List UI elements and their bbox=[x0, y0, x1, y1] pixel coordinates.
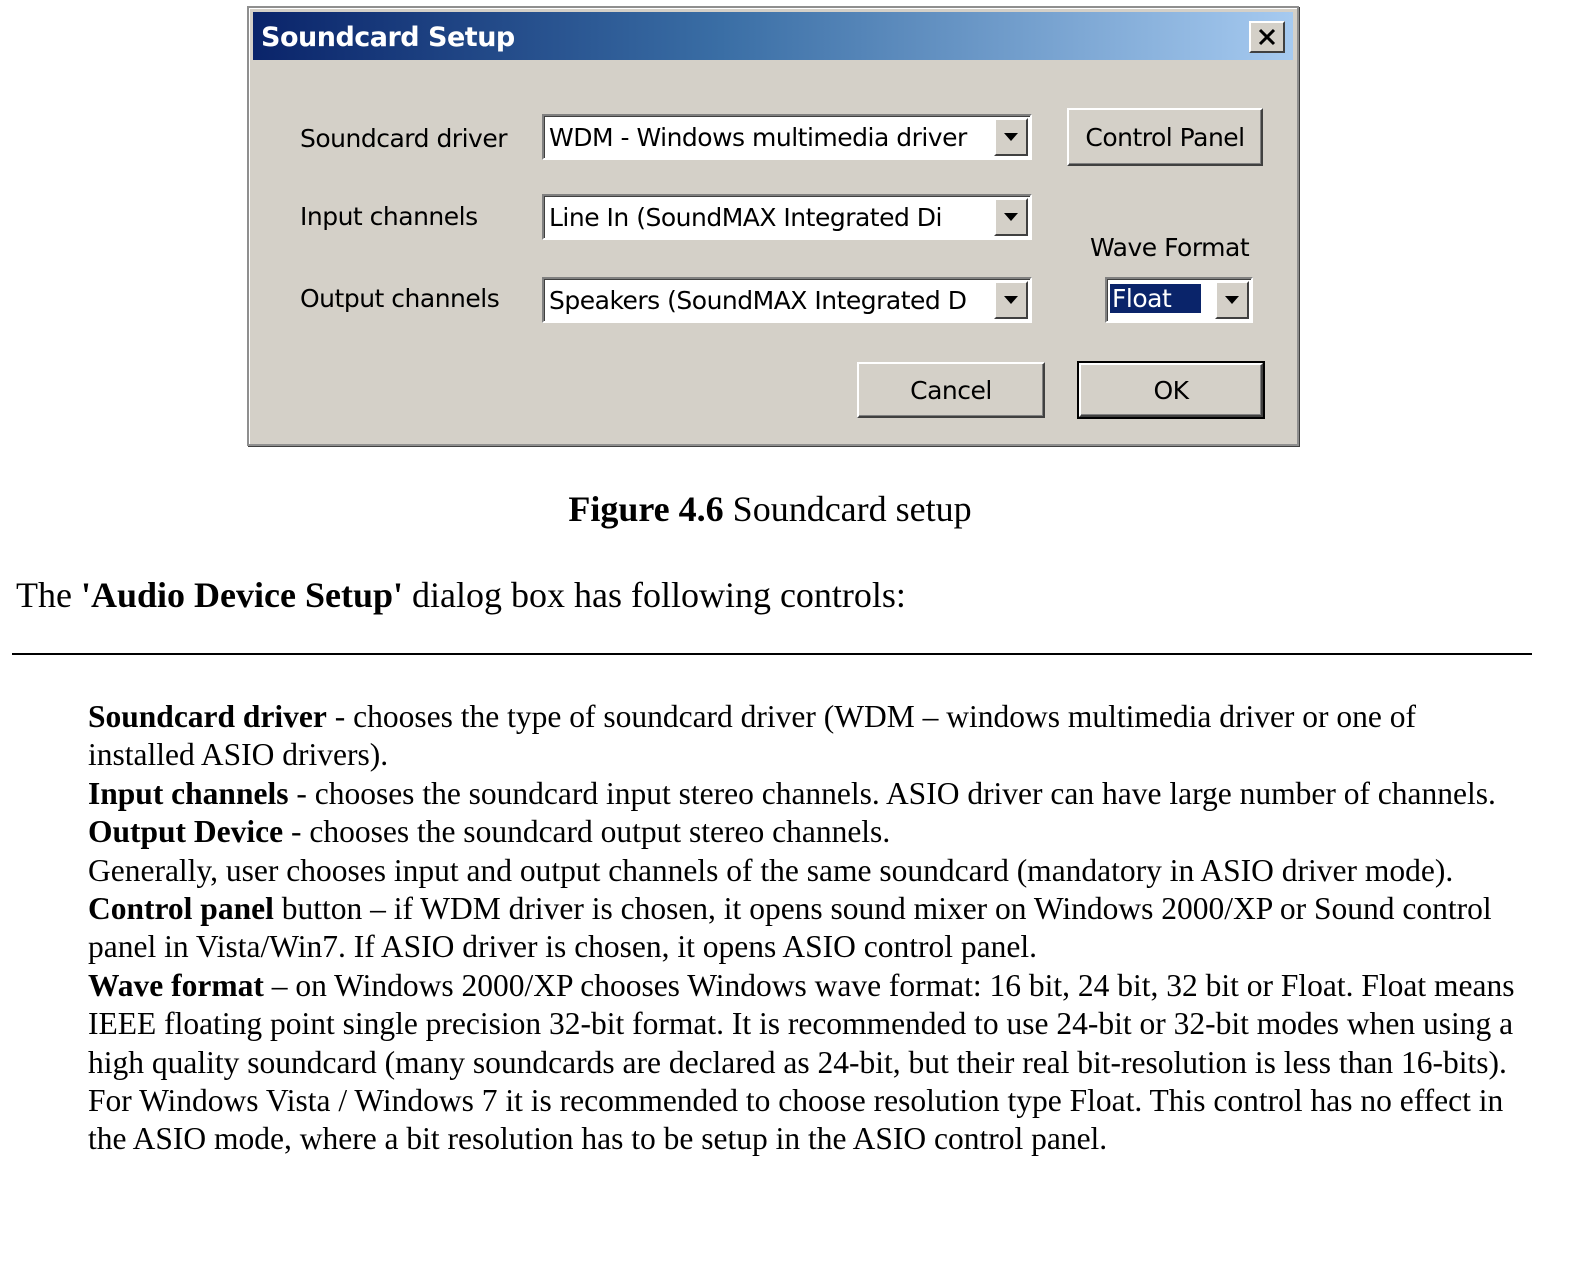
figure-number: Figure 4.6 bbox=[568, 489, 724, 529]
soundcard-driver-select[interactable] bbox=[542, 114, 1032, 160]
intro-dialog-name: 'Audio Device Setup' bbox=[80, 575, 403, 615]
chevron-down-icon bbox=[1225, 296, 1239, 304]
input-channels-select[interactable] bbox=[542, 194, 1032, 240]
control-panel-button[interactable]: Control Panel bbox=[1067, 108, 1263, 166]
chevron-down-icon bbox=[1004, 296, 1018, 304]
input-channels-dropdown-button[interactable] bbox=[994, 198, 1028, 236]
close-button[interactable] bbox=[1249, 21, 1285, 53]
figure-caption bbox=[0, 488, 1540, 530]
soundcard-driver-value: WDM - Windows multimedia driver bbox=[549, 123, 967, 152]
term: Input channels bbox=[88, 775, 289, 811]
wave-format-label: Wave Format bbox=[1090, 233, 1250, 262]
figure-title: Soundcard setup bbox=[723, 489, 972, 529]
intro-sentence bbox=[16, 574, 906, 616]
output-channels-label: Output channels bbox=[300, 284, 500, 313]
term: Output Device bbox=[88, 814, 284, 850]
wave-format-dropdown-button[interactable] bbox=[1215, 281, 1249, 319]
output-channels-select[interactable] bbox=[542, 277, 1032, 323]
intro-pre: The bbox=[16, 575, 81, 615]
definition: - chooses the soundcard input stereo channels. ASIO driver can have large number of channels. bbox=[288, 775, 1496, 811]
intro-post: dialog box has following controls: bbox=[402, 575, 906, 615]
dialog-title: Soundcard Setup bbox=[261, 22, 515, 53]
definition: - chooses the type of soundcard driver (WDM – windows multimedia driver or one of installed ASIO drivers). bbox=[88, 699, 1417, 773]
paragraph-output-device bbox=[88, 813, 1528, 851]
output-channels-value: Speakers (SoundMAX Integrated D bbox=[549, 286, 967, 315]
paragraph-general-note bbox=[88, 852, 1528, 890]
wave-format-select[interactable] bbox=[1105, 277, 1253, 323]
title-bar[interactable] bbox=[253, 12, 1293, 60]
controls-description bbox=[88, 698, 1528, 1159]
output-channels-dropdown-button[interactable] bbox=[994, 281, 1028, 319]
soundcard-setup-dialog bbox=[247, 6, 1299, 446]
soundcard-driver-label: Soundcard driver bbox=[300, 124, 507, 153]
definition: Generally, user chooses input and output channels of the same soundcard (mandatory in ASIO driver mode). bbox=[88, 852, 1454, 888]
paragraph-wave-format bbox=[88, 967, 1528, 1159]
paragraph-soundcard-driver bbox=[88, 698, 1528, 775]
chevron-down-icon bbox=[1004, 213, 1018, 221]
paragraph-control-panel bbox=[88, 890, 1528, 967]
definition: – on Windows 2000/XP chooses Windows wave format: 16 bit, 24 bit, 32 bit or Float. Float means IEEE floating point single precision 32-bit format. It is recommended to use 24-bit or 32-bit modes when using a high quality soundcard (many soundcards are declared as 24-bit, but their real bit-resolution is less than 16-bits). For Windows Vista / Windows 7 it is recommended to choose resolution type Float. This control has no effect in the ASIO mode, where a bit resolution has to be setup in the ASIO control panel. bbox=[88, 967, 1515, 1157]
term: Soundcard driver bbox=[88, 699, 327, 734]
wave-format-value-wrap bbox=[1110, 284, 1201, 313]
chevron-down-icon bbox=[1004, 133, 1018, 141]
horizontal-divider bbox=[12, 653, 1532, 655]
ok-button[interactable]: OK bbox=[1079, 363, 1263, 417]
wave-format-value: Float bbox=[1110, 284, 1201, 313]
input-channels-label: Input channels bbox=[300, 202, 478, 231]
cancel-button[interactable]: Cancel bbox=[857, 362, 1045, 418]
definition: button – if WDM driver is chosen, it opens sound mixer on Windows 2000/XP or Sound control panel in Vista/Win7. If ASIO driver is chosen, it opens ASIO control panel. bbox=[88, 891, 1492, 965]
definition: - chooses the soundcard output stereo channels. bbox=[283, 814, 891, 850]
term: Control panel bbox=[88, 891, 274, 927]
soundcard-driver-dropdown-button[interactable] bbox=[994, 118, 1028, 156]
term: Wave format bbox=[88, 967, 264, 1003]
close-icon bbox=[1257, 27, 1277, 47]
input-channels-value: Line In (SoundMAX Integrated Di bbox=[549, 203, 942, 232]
paragraph-input-channels bbox=[88, 775, 1528, 813]
